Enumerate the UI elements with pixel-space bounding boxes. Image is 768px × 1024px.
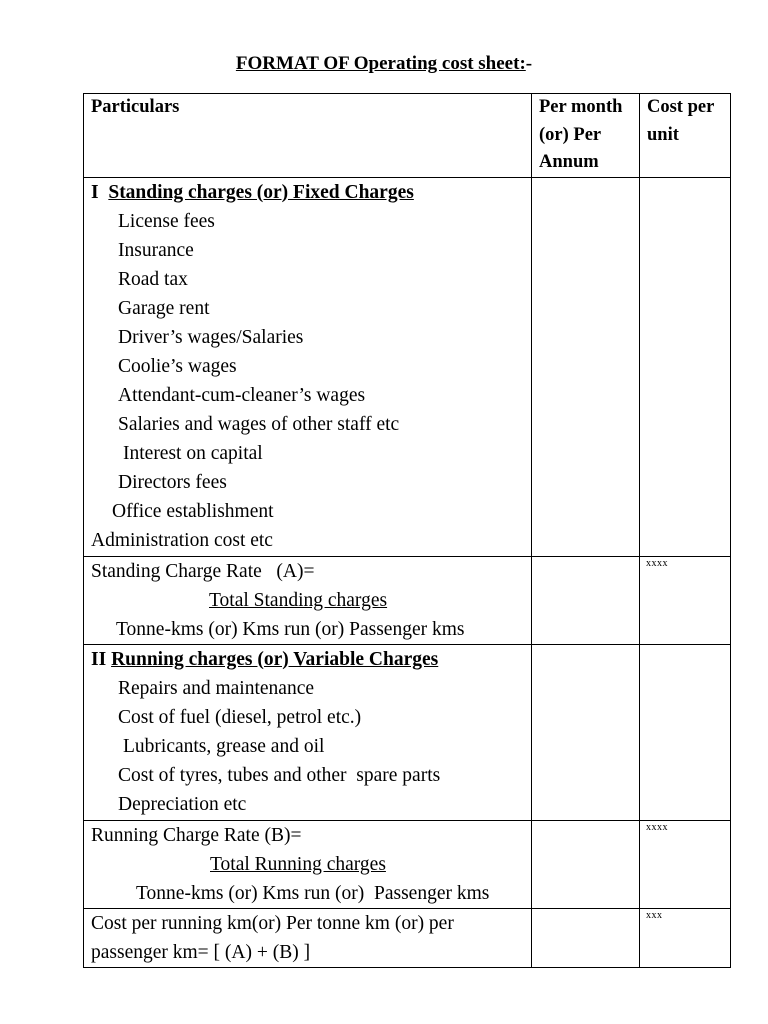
header-particulars-label: Particulars — [91, 97, 180, 117]
total-rate-line: Cost per running km(or) Per tonne km (or) per — [91, 912, 454, 934]
standing-per-month-cell — [532, 177, 640, 556]
running-rate-cost-cell — [640, 820, 731, 908]
standing-charges-cell — [84, 177, 532, 556]
running-item: Lubricants, grease and oil — [123, 735, 325, 757]
running-item: Repairs and maintenance — [118, 677, 314, 699]
section-heading-text: Running charges (or) Variable Charges — [111, 648, 439, 670]
running-cost-per-unit-cell — [640, 644, 731, 820]
standing-item: Insurance — [118, 239, 194, 261]
standing-item: Office establishment — [112, 500, 274, 522]
running-rate-denominator: Tonne-kms (or) Kms run (or) Passenger kms — [136, 882, 490, 904]
standing-rate-cost-cell — [640, 556, 731, 644]
running-rate-cost-value: xxxx — [646, 821, 668, 833]
running-charges-cell — [84, 644, 532, 820]
standing-item: Administration cost etc — [91, 529, 273, 551]
total-rate-row — [84, 908, 731, 967]
standing-rate-cost-value: xxxx — [646, 557, 668, 569]
standing-rate-numerator — [91, 586, 531, 615]
header-row — [84, 94, 731, 178]
operating-cost-table — [83, 93, 731, 968]
standing-cost-per-unit-cell — [640, 177, 731, 556]
standing-item: Garage rent — [118, 297, 210, 319]
standing-rate-numerator-text: Total Standing charges — [209, 589, 388, 611]
standing-rate-cell — [84, 556, 532, 644]
total-rate-line: passenger km= [ (A) + (B) ] — [91, 941, 311, 963]
header-cost-per-unit — [640, 94, 731, 178]
header-per-month-line: Per month — [539, 97, 623, 117]
standing-item: Driver’s wages/Salaries — [118, 326, 304, 348]
standing-item: Road tax — [118, 268, 188, 290]
running-rate-numerator-text: Total Running charges — [210, 853, 386, 875]
header-per-month — [532, 94, 640, 178]
page-title — [0, 52, 768, 76]
running-charges-row — [84, 644, 731, 820]
header-per-month-line: Annum — [539, 152, 599, 172]
standing-item: Interest on capital — [123, 442, 263, 464]
running-item: Cost of tyres, tubes and other spare parts — [118, 764, 441, 786]
running-rate-row — [84, 820, 731, 908]
running-item: Cost of fuel (diesel, petrol etc.) — [118, 706, 362, 728]
running-rate-cell — [84, 820, 532, 908]
page-title-suffix: - — [525, 53, 533, 74]
section-roman-numeral: II — [91, 648, 107, 670]
running-rate-label: Running Charge Rate (B)= — [91, 824, 302, 846]
standing-item: Coolie’s wages — [118, 355, 237, 377]
running-per-month-cell — [532, 644, 640, 820]
standing-rate-row — [84, 556, 731, 644]
total-rate-cost-value: xxx — [646, 909, 663, 921]
standing-item: Salaries and wages of other staff etc — [118, 413, 400, 435]
standing-rate-denominator: Tonne-kms (or) Kms run (or) Passenger kms — [116, 618, 465, 640]
standing-charges-heading — [91, 178, 531, 207]
total-rate-cell — [84, 908, 532, 967]
header-particulars — [84, 94, 532, 178]
running-rate-numerator — [91, 850, 531, 879]
standing-rate-per-month-cell — [532, 556, 640, 644]
section-heading-text: Standing charges (or) Fixed Charges — [108, 181, 414, 203]
standing-item: Attendant-cum-cleaner’s wages — [118, 384, 366, 406]
standing-item: License fees — [118, 210, 215, 232]
running-item: Depreciation etc — [118, 793, 247, 815]
section-roman-numeral: I — [91, 181, 99, 203]
standing-item: Directors fees — [118, 471, 227, 493]
total-rate-per-month-cell — [532, 908, 640, 967]
header-per-month-line: (or) Per — [539, 124, 602, 145]
total-rate-cost-cell — [640, 908, 731, 967]
running-charges-heading — [91, 645, 531, 674]
standing-charges-row — [84, 177, 731, 556]
running-rate-per-month-cell — [532, 820, 640, 908]
header-cost-per-unit-line: Cost per — [647, 97, 715, 117]
page-title-text: FORMAT OF Operating cost sheet: — [235, 53, 526, 74]
standing-rate-label: Standing Charge Rate (A)= — [91, 560, 315, 582]
header-cost-per-unit-line: unit — [647, 124, 679, 145]
